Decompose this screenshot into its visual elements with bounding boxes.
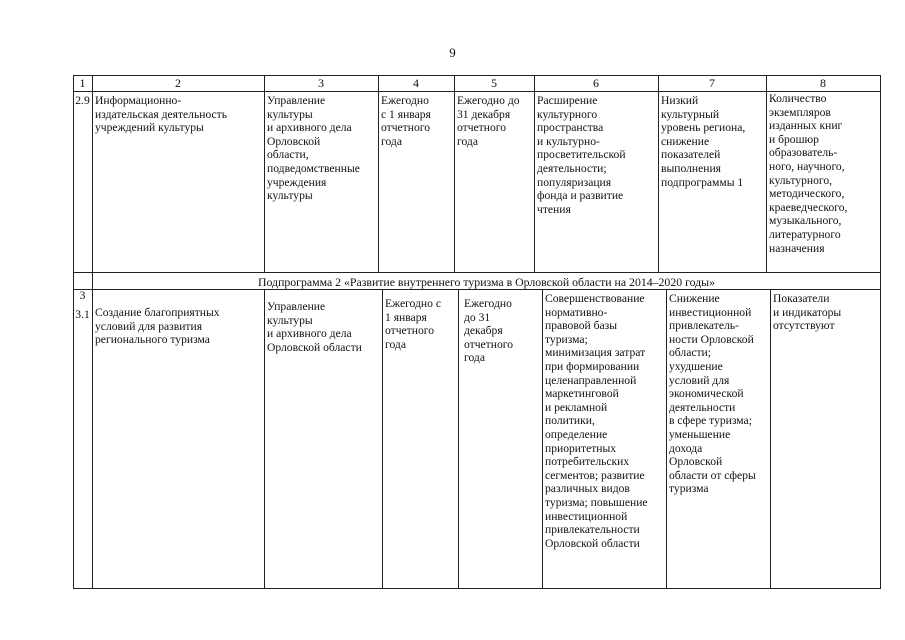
header-col-4: 4	[413, 76, 419, 90]
row-3-1-start: Ежегодно с 1 января отчетного года	[385, 297, 441, 351]
header-col-8: 8	[820, 76, 826, 90]
subprogram-title: Подпрограмма 2 «Развитие внутреннего туризма в Орловской области на 2014–2020 годы»	[257, 275, 716, 289]
row-2-9-activity: Информационно- издательская деятельность учреждений культуры	[95, 94, 228, 135]
row-2-9-start: Ежегодно с 1 января отчетного года	[381, 94, 431, 148]
page-number: 9	[449, 45, 456, 60]
column-divider-5-top	[534, 75, 535, 272]
row-2-9-end: Ежегодно до 31 декабря отчетного года	[457, 94, 520, 148]
header-col-1: 1	[79, 76, 86, 90]
row-2-9-executor: Управление культуры и архивного дела Орловской области, подведомственные учреждения культуры	[267, 94, 360, 203]
subprogram-number: 3	[79, 288, 86, 302]
row-3-1-risk: Снижение инвестиционной привлекатель- ности Орловской области; ухудшение условий для экономической деятельности в сфере туризма; уменьшение дохода Орловской области от сферы туризма	[669, 292, 756, 496]
row-3-1-activity: Создание благоприятных условий для развития регионального туризма	[95, 306, 220, 347]
header-row-border	[73, 91, 881, 92]
header-col-7: 7	[709, 76, 715, 90]
column-divider-6-top	[658, 75, 659, 272]
column-divider-1	[92, 75, 93, 589]
row-2-9-result: Расширение культурного пространства и культурно- просветительской деятельности; популяризация фонда и развитие чтения	[537, 94, 626, 216]
header-col-5: 5	[491, 76, 497, 90]
column-divider-5-bottom	[542, 289, 543, 588]
row-2-9-number: 2.9	[75, 94, 90, 107]
row-3-1-number: 3.1	[75, 308, 90, 321]
row-3-1-executor: Управление культуры и архивного дела Орловской области	[267, 300, 362, 354]
column-divider-7-bottom	[770, 289, 771, 588]
header-col-2: 2	[175, 76, 181, 90]
column-divider-3-top	[378, 75, 379, 272]
row-3-1-end: Ежегодно до 31 декабря отчетного года	[464, 297, 514, 365]
header-col-3: 3	[318, 76, 324, 90]
row-3-1-result: Совершенствование нормативно- правовой базы туризма; минимизация затрат при формировании целенаправленной маркетинговой и рекламной политики, определение приоритетных потребительских сегментов; развитие различных видов туризма; повышение инвестиционной привлекательности Орловской области	[545, 292, 648, 550]
table-right-border	[880, 75, 881, 589]
column-divider-4-bottom	[458, 289, 459, 588]
table-bottom-border	[73, 588, 881, 589]
subprogram-row-border	[73, 289, 881, 290]
table-left-border	[73, 75, 74, 589]
header-col-6: 6	[593, 76, 599, 90]
column-divider-2-bottom	[264, 289, 265, 588]
row-2-9-risk: Низкий культурный уровень региона, снижение показателей выполнения подпрограммы 1	[661, 94, 746, 189]
column-divider-4-top	[454, 75, 455, 272]
column-divider-7-top	[766, 75, 767, 272]
row-3-1-indicators: Показатели и индикаторы отсутствуют	[773, 292, 842, 333]
column-divider-3-bottom	[382, 289, 383, 588]
row-2-9-indicators: Количество экземпляров изданных книг и брошюр образователь- ного, научного, культурного, методического, краеведческого, музыкального, литературного назначения	[769, 92, 848, 255]
column-divider-6-bottom	[666, 289, 667, 588]
row-2-9-bottom-border	[73, 272, 881, 273]
program-table	[73, 75, 881, 589]
column-divider-2-top	[264, 75, 265, 272]
